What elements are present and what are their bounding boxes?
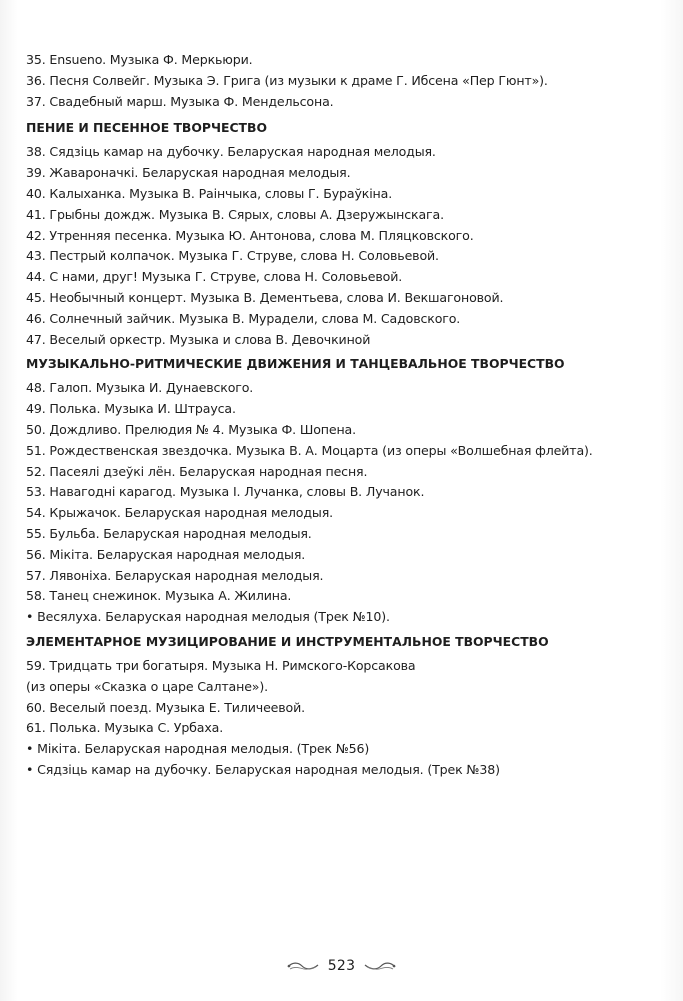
- list-item: 48. Галоп. Музыка И. Дунаевского.: [26, 380, 254, 396]
- list-item: 47. Веселый оркестр. Музыка и слова В. Девочкиной: [26, 331, 371, 347]
- list-item: 52. Пасеялі дзеўкі лён. Беларуская народная песня.: [26, 463, 368, 479]
- list-item: 58. Танец снежинок. Музыка А. Жилина.: [26, 588, 292, 604]
- list-item: 57. Лявоніха. Беларуская народная мелодыя.: [26, 567, 324, 583]
- list-item: 42. Утренняя песенка. Музыка Ю. Антонова, слова М. Пляцковского.: [26, 227, 474, 243]
- section-heading-rhythm: МУЗЫКАЛЬНО-РИТМИЧЕСКИЕ ДВИЖЕНИЯ И ТАНЦЕВАЛЬНОЕ ТВОРЧЕСТВО: [26, 356, 565, 372]
- list-item: 56. Мікіта. Беларуская народная мелодыя.: [26, 546, 306, 562]
- list-item: (из оперы «Сказка о царе Салтане»).: [26, 678, 268, 694]
- list-item: 53. Навагодні карагод. Музыка І. Лучанка, словы В. Лучанок.: [26, 484, 425, 500]
- list-item: 49. Полька. Музыка И. Штрауса.: [26, 401, 236, 417]
- page-content: [26, 50, 666, 781]
- list-item: 45. Необычный концерт. Музыка В. Дементьева, слова И. Векшагоновой.: [26, 289, 504, 305]
- page-number: 523: [327, 958, 356, 974]
- section-heading-instruments: ЭЛЕМЕНТАРНОЕ МУЗИЦИРОВАНИЕ И ИНСТРУМЕНТАЛЬНОЕ ТВОРЧЕСТВО: [26, 633, 549, 649]
- list-item: 38. Сядзіць камар на дубочку. Беларуская народная мелодыя.: [26, 144, 436, 160]
- instruments-list: [26, 656, 666, 781]
- list-item: 39. Жавароначкі. Беларуская народная мелодыя.: [26, 165, 351, 181]
- list-item: 51. Рождественская звездочка. Музыка В. А. Моцарта (из оперы «Волшебная флейта).: [26, 442, 593, 458]
- list-item: 41. Грыбны дождж. Музыка В. Сярых, словы А. Дзеружынскага.: [26, 206, 444, 222]
- list-item: 44. С нами, друг! Музыка Г. Струве, слова Н. Соловьевой.: [26, 269, 403, 285]
- list-item: 43. Пестрый колпачок. Музыка Г. Струве, слова Н. Соловьевой.: [26, 248, 439, 264]
- section-heading-singing: ПЕНИЕ И ПЕСЕННОЕ ТВОРЧЕСТВО: [26, 120, 267, 136]
- list-item: 40. Калыханка. Музыка В. Раінчыка, словы Г. Бураўкіна.: [26, 185, 393, 201]
- list-item: 60. Веселый поезд. Музыка Е. Тиличеевой.: [26, 699, 305, 715]
- list-item: • Мікіта. Беларуская народная мелодыя. (Трек №56): [26, 741, 370, 757]
- list-item: • Сядзіць камар на дубочку. Беларуская народная мелодыя. (Трек №38): [26, 761, 500, 777]
- list-item: 61. Полька. Музыка С. Урбаха.: [26, 720, 224, 736]
- list-item: 46. Солнечный зайчик. Музыка В. Мурадели, слова М. Садовского.: [26, 310, 461, 326]
- singing-list: [26, 142, 666, 350]
- page-footer: [0, 958, 683, 974]
- swirl-ornament-left-icon: [286, 960, 320, 972]
- list-item: 37. Свадебный марш. Музыка Ф. Мендельсона.: [26, 93, 334, 109]
- swirl-ornament-right-icon: [363, 960, 397, 972]
- list-item: 35. Ensueno. Музыка Ф. Меркьюри.: [26, 52, 253, 67]
- list-item: • Весялуха. Беларуская народная мелодыя (Трек №10).: [26, 609, 390, 625]
- intro-list: [26, 50, 666, 112]
- rhythm-list: [26, 378, 666, 628]
- list-item: 59. Тридцать три богатыря. Музыка Н. Римского-Корсакова: [26, 657, 416, 673]
- list-item: 36. Песня Солвейг. Музыка Э. Грига (из музыки к драме Г. Ибсена «Пер Гюнт»).: [26, 72, 548, 88]
- list-item: 54. Крыжачок. Беларуская народная мелодыя.: [26, 505, 333, 521]
- list-item: 50. Дождливо. Прелюдия № 4. Музыка Ф. Шопена.: [26, 421, 356, 437]
- list-item: 55. Бульба. Беларуская народная мелодыя.: [26, 525, 312, 541]
